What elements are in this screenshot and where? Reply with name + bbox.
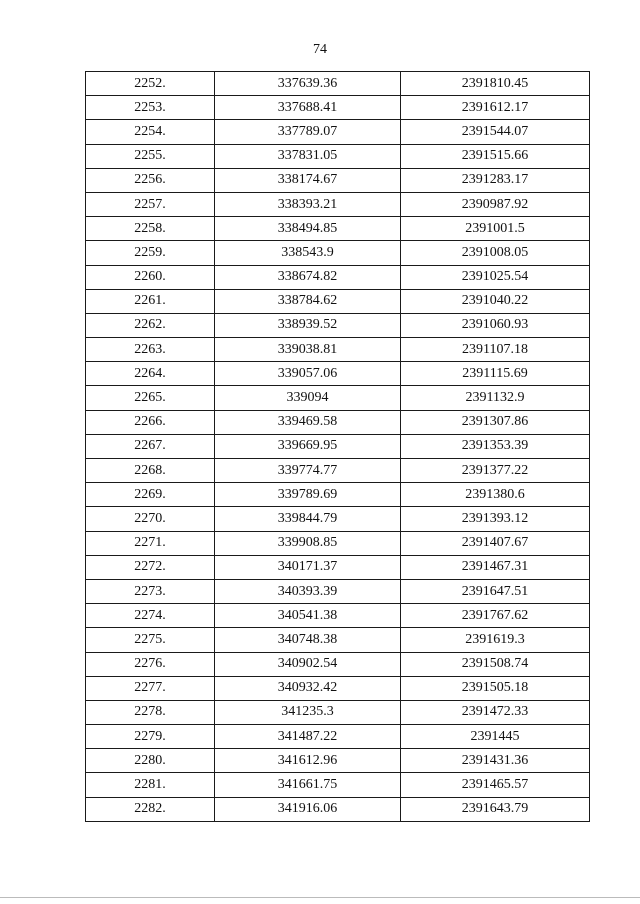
point-number-cell: 2267. bbox=[86, 434, 215, 458]
x-coordinate-cell: 341235.3 bbox=[215, 700, 401, 724]
x-coordinate-cell: 340171.37 bbox=[215, 555, 401, 579]
y-coordinate-cell: 2391467.31 bbox=[401, 555, 590, 579]
table-row bbox=[86, 797, 590, 821]
point-number-cell: 2265. bbox=[86, 386, 215, 410]
y-coordinate-cell: 2391025.54 bbox=[401, 265, 590, 289]
x-coordinate-cell: 339908.85 bbox=[215, 531, 401, 555]
table-row bbox=[86, 555, 590, 579]
x-coordinate-cell: 338939.52 bbox=[215, 313, 401, 337]
table-row bbox=[86, 507, 590, 531]
y-coordinate-cell: 2391472.33 bbox=[401, 700, 590, 724]
point-number-cell: 2274. bbox=[86, 604, 215, 628]
point-number-cell: 2252. bbox=[86, 72, 215, 96]
y-coordinate-cell: 2391465.57 bbox=[401, 773, 590, 797]
table-row bbox=[86, 72, 590, 96]
x-coordinate-cell: 337639.36 bbox=[215, 72, 401, 96]
x-coordinate-cell: 339038.81 bbox=[215, 338, 401, 362]
point-number-cell: 2264. bbox=[86, 362, 215, 386]
table-row bbox=[86, 217, 590, 241]
x-coordinate-cell: 341916.06 bbox=[215, 797, 401, 821]
y-coordinate-cell: 2391393.12 bbox=[401, 507, 590, 531]
y-coordinate-cell: 2391544.07 bbox=[401, 120, 590, 144]
point-number-cell: 2279. bbox=[86, 725, 215, 749]
y-coordinate-cell: 2391353.39 bbox=[401, 434, 590, 458]
table-row bbox=[86, 241, 590, 265]
x-coordinate-cell: 337831.05 bbox=[215, 144, 401, 168]
point-number-cell: 2254. bbox=[86, 120, 215, 144]
y-coordinate-cell: 2391377.22 bbox=[401, 459, 590, 483]
x-coordinate-cell: 338393.21 bbox=[215, 192, 401, 216]
point-number-cell: 2266. bbox=[86, 410, 215, 434]
table-row bbox=[86, 362, 590, 386]
table-row bbox=[86, 579, 590, 603]
table-row bbox=[86, 483, 590, 507]
x-coordinate-cell: 340748.38 bbox=[215, 628, 401, 652]
y-coordinate-cell: 2391132.9 bbox=[401, 386, 590, 410]
y-coordinate-cell: 2391060.93 bbox=[401, 313, 590, 337]
point-number-cell: 2258. bbox=[86, 217, 215, 241]
table-row bbox=[86, 531, 590, 555]
table-row bbox=[86, 313, 590, 337]
y-coordinate-cell: 2391810.45 bbox=[401, 72, 590, 96]
table-row bbox=[86, 265, 590, 289]
point-number-cell: 2271. bbox=[86, 531, 215, 555]
point-number-cell: 2277. bbox=[86, 676, 215, 700]
table-row bbox=[86, 120, 590, 144]
y-coordinate-cell: 2391040.22 bbox=[401, 289, 590, 313]
x-coordinate-cell: 340902.54 bbox=[215, 652, 401, 676]
table-row bbox=[86, 773, 590, 797]
point-number-cell: 2272. bbox=[86, 555, 215, 579]
y-coordinate-cell: 2391643.79 bbox=[401, 797, 590, 821]
coordinates-table bbox=[85, 71, 590, 822]
y-coordinate-cell: 2391647.51 bbox=[401, 579, 590, 603]
table-row bbox=[86, 628, 590, 652]
y-coordinate-cell: 2391505.18 bbox=[401, 676, 590, 700]
point-number-cell: 2269. bbox=[86, 483, 215, 507]
y-coordinate-cell: 2391115.69 bbox=[401, 362, 590, 386]
point-number-cell: 2261. bbox=[86, 289, 215, 313]
table-row bbox=[86, 676, 590, 700]
x-coordinate-cell: 339057.06 bbox=[215, 362, 401, 386]
page-bottom-divider bbox=[0, 897, 640, 898]
table-row bbox=[86, 192, 590, 216]
table-row bbox=[86, 338, 590, 362]
x-coordinate-cell: 339774.77 bbox=[215, 459, 401, 483]
point-number-cell: 2256. bbox=[86, 168, 215, 192]
point-number-cell: 2268. bbox=[86, 459, 215, 483]
point-number-cell: 2263. bbox=[86, 338, 215, 362]
x-coordinate-cell: 337688.41 bbox=[215, 96, 401, 120]
point-number-cell: 2281. bbox=[86, 773, 215, 797]
table-row bbox=[86, 410, 590, 434]
point-number-cell: 2278. bbox=[86, 700, 215, 724]
x-coordinate-cell: 338174.67 bbox=[215, 168, 401, 192]
y-coordinate-cell: 2391008.05 bbox=[401, 241, 590, 265]
coordinates-table-body bbox=[86, 72, 590, 822]
y-coordinate-cell: 2391431.36 bbox=[401, 749, 590, 773]
x-coordinate-cell: 338494.85 bbox=[215, 217, 401, 241]
point-number-cell: 2257. bbox=[86, 192, 215, 216]
table-row bbox=[86, 459, 590, 483]
y-coordinate-cell: 2391445 bbox=[401, 725, 590, 749]
x-coordinate-cell: 340393.39 bbox=[215, 579, 401, 603]
x-coordinate-cell: 341661.75 bbox=[215, 773, 401, 797]
table-row bbox=[86, 604, 590, 628]
y-coordinate-cell: 2391619.3 bbox=[401, 628, 590, 652]
point-number-cell: 2259. bbox=[86, 241, 215, 265]
y-coordinate-cell: 2391612.17 bbox=[401, 96, 590, 120]
y-coordinate-cell: 2391380.6 bbox=[401, 483, 590, 507]
y-coordinate-cell: 2390987.92 bbox=[401, 192, 590, 216]
x-coordinate-cell: 338674.82 bbox=[215, 265, 401, 289]
y-coordinate-cell: 2391001.5 bbox=[401, 217, 590, 241]
table-row bbox=[86, 386, 590, 410]
table-row bbox=[86, 700, 590, 724]
table-row bbox=[86, 725, 590, 749]
table-row bbox=[86, 749, 590, 773]
table-row bbox=[86, 434, 590, 458]
page-number: 74 bbox=[313, 42, 327, 57]
x-coordinate-cell: 337789.07 bbox=[215, 120, 401, 144]
table-row bbox=[86, 96, 590, 120]
y-coordinate-cell: 2391307.86 bbox=[401, 410, 590, 434]
y-coordinate-cell: 2391407.67 bbox=[401, 531, 590, 555]
x-coordinate-cell: 338784.62 bbox=[215, 289, 401, 313]
point-number-cell: 2273. bbox=[86, 579, 215, 603]
point-number-cell: 2282. bbox=[86, 797, 215, 821]
table-row bbox=[86, 652, 590, 676]
y-coordinate-cell: 2391767.62 bbox=[401, 604, 590, 628]
x-coordinate-cell: 340932.42 bbox=[215, 676, 401, 700]
x-coordinate-cell: 339789.69 bbox=[215, 483, 401, 507]
table-row bbox=[86, 289, 590, 313]
x-coordinate-cell: 339669.95 bbox=[215, 434, 401, 458]
y-coordinate-cell: 2391107.18 bbox=[401, 338, 590, 362]
x-coordinate-cell: 338543.9 bbox=[215, 241, 401, 265]
point-number-cell: 2280. bbox=[86, 749, 215, 773]
point-number-cell: 2262. bbox=[86, 313, 215, 337]
x-coordinate-cell: 341612.96 bbox=[215, 749, 401, 773]
x-coordinate-cell: 341487.22 bbox=[215, 725, 401, 749]
point-number-cell: 2260. bbox=[86, 265, 215, 289]
x-coordinate-cell: 339094 bbox=[215, 386, 401, 410]
x-coordinate-cell: 339469.58 bbox=[215, 410, 401, 434]
point-number-cell: 2255. bbox=[86, 144, 215, 168]
x-coordinate-cell: 339844.79 bbox=[215, 507, 401, 531]
x-coordinate-cell: 340541.38 bbox=[215, 604, 401, 628]
y-coordinate-cell: 2391283.17 bbox=[401, 168, 590, 192]
point-number-cell: 2270. bbox=[86, 507, 215, 531]
point-number-cell: 2253. bbox=[86, 96, 215, 120]
point-number-cell: 2275. bbox=[86, 628, 215, 652]
y-coordinate-cell: 2391508.74 bbox=[401, 652, 590, 676]
point-number-cell: 2276. bbox=[86, 652, 215, 676]
table-row bbox=[86, 144, 590, 168]
table-row bbox=[86, 168, 590, 192]
y-coordinate-cell: 2391515.66 bbox=[401, 144, 590, 168]
